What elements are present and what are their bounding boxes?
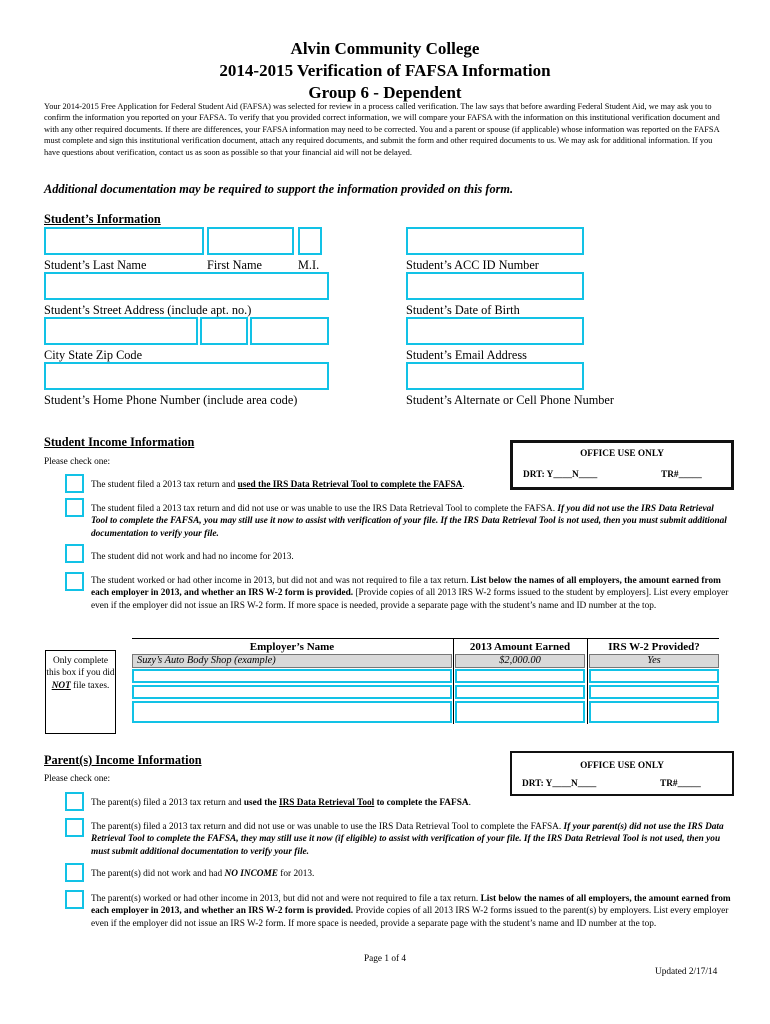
first-name-field[interactable] xyxy=(207,227,294,255)
parent-opt4-checkbox[interactable] xyxy=(65,890,84,909)
please-check-label: Please check one: xyxy=(44,457,111,467)
parent-opt4-text: The parent(s) worked or had other income in 2013, but did not and were not required to file a tax return. List below the names of all employers, the amount earned from each employer in 2013, and whether an IRS W-2 form is provided. Provide copies of all 2013 IRS W-2 forms issued to the parent(s) by employers. List every employer even if the employer did not issue an IRS W-2 form. If more space is needed, provide a separate page with the student’s name and ID number at the top. xyxy=(91,894,731,929)
city-field[interactable] xyxy=(44,317,198,345)
amount-earned-input[interactable] xyxy=(455,709,585,723)
page-number: Page 1 of 4 xyxy=(363,954,407,964)
student-opt2-checkbox[interactable] xyxy=(65,498,84,517)
email-field[interactable] xyxy=(406,317,584,345)
table-col-rule-2 xyxy=(587,638,588,724)
student-opt1-text: The student filed a 2013 tax return and used the IRS Data Retrieval Tool to complete the FAFSA. xyxy=(91,480,465,490)
mi-label: M.I. xyxy=(298,258,320,272)
home-phone-field[interactable] xyxy=(44,362,329,390)
parent-opt1-text: The parent(s) filed a 2013 tax return and used the IRS Data Retrieval Tool to complete the FAFSA. xyxy=(91,798,471,808)
college-name: Alvin Community College xyxy=(290,39,480,58)
updated-date: Updated 2/17/14 xyxy=(655,967,718,977)
student-opt4-text: The student worked or had other income in 2013, but did not and was not required to file a tax return. List below the names of all employers, the amount earned from each employer in 2013, and whether an IRS W-2 form is provided. [Provide copies of all 2013 IRS W-2 forms issued to the student by employers]. List every employer even if the employer did not issue an IRS W-2 form. If more space is needed, provide a separate page with the student’s name and ID number at the top. xyxy=(91,576,729,611)
zip-field[interactable] xyxy=(250,317,329,345)
form-title: 2014-2015 Verification of FAFSA Information xyxy=(219,61,551,80)
email-label: Student’s Email Address xyxy=(406,348,527,362)
w2-provided-input[interactable] xyxy=(589,709,719,723)
not-filed-taxes-note: Only complete this box if you did NOT file taxes. xyxy=(45,650,116,734)
mi-field[interactable] xyxy=(298,227,322,255)
amount-earned-input[interactable] xyxy=(455,685,585,699)
employer-name-header: Employer’s Name xyxy=(249,641,335,653)
w2-provided-input[interactable] xyxy=(589,685,719,699)
amount-earned-header: 2013 Amount Earned xyxy=(469,641,571,653)
amount-earned-input[interactable] xyxy=(455,669,585,683)
state-field[interactable] xyxy=(200,317,248,345)
intro-paragraph: Your 2014-2015 Free Application for Federal Student Aid (FAFSA) was selected for review in a process called verification. The law says that before awarding Federal Student Aid, we may ask you to confirm the information you reported on your FAFSA. To verify that you provided correct information, we will compare your FAFSA with the information on this institutional verification document and with any other required documents. If there are differences, your FAFSA information may need to be corrected. You and a parent or spouse (if applicable) whose information was reported on the FAFSA must complete and sign this institutional verification document, attach any required documents, and submit the form and other required documents to us. We may ask for additional information. If you have questions about verification, contact us as soon as possible so that your financial aid will not be delayed. xyxy=(44,102,720,157)
student-opt4-checkbox[interactable] xyxy=(65,572,84,591)
office-use-title: OFFICE USE ONLY xyxy=(580,449,664,459)
alt-phone-label: Student’s Alternate or Cell Phone Number xyxy=(406,393,614,407)
student-opt2-text: The student filed a 2013 tax return and did not use or was unable to use the IRS Data Retrieval Tool to complete the FAFSA. If you did not use the IRS Data Retrieval Tool to complete the FAFSA, you may still use it now to assist with verification of your file. If the IRS Data Retrieval Tool is not used, then you must submit additional documentation to verify your file. xyxy=(91,504,727,539)
parent-opt1-checkbox[interactable] xyxy=(65,792,84,811)
drt-field: DRT: Y____N____ xyxy=(523,470,598,480)
last-name-field[interactable] xyxy=(44,227,204,255)
student-opt3-text: The student did not work and had no income for 2013. xyxy=(91,552,294,562)
first-name-label: First Name xyxy=(207,258,262,272)
street-address-label: Student’s Street Address (include apt. no.) xyxy=(44,303,252,317)
parent-opt2-text: The parent(s) filed a 2013 tax return and did not use or was unable to use the IRS Data Retrieval Tool to complete the FAFSA. If your parent(s) did not use the IRS Data Retrieval Tool to complete the FAFSA, they may still use it now (if eligible) to assist with verification of your file. If the IRS Data Retrieval Tool is not used, then you must submit additional documentation to verify your file. xyxy=(91,822,724,857)
alt-phone-field[interactable] xyxy=(406,362,584,390)
home-phone-label: Student’s Home Phone Number (include area code) xyxy=(44,393,298,407)
parent-office-use-title: OFFICE USE ONLY xyxy=(580,761,664,771)
parent-office-use-box xyxy=(510,751,734,796)
form-group: Group 6 - Dependent xyxy=(308,83,462,102)
last-name-label: Student’s Last Name xyxy=(44,258,147,272)
w2-provided-header: IRS W-2 Provided? xyxy=(608,641,700,653)
tr-field: TR#_____ xyxy=(661,470,702,480)
parent-drt-field: DRT: Y____N____ xyxy=(522,779,597,789)
parent-opt3-checkbox[interactable] xyxy=(65,863,84,882)
employer-name-input[interactable] xyxy=(132,685,452,699)
employer-name-input[interactable] xyxy=(132,709,452,723)
street-address-field[interactable] xyxy=(44,272,329,300)
table-col-rule-1 xyxy=(453,638,454,724)
example-employer: Suzy’s Auto Body Shop (example) xyxy=(132,654,452,668)
dob-label: Student’s Date of Birth xyxy=(406,303,520,317)
city-state-zip-label: City State Zip Code xyxy=(44,348,143,362)
student-opt3-checkbox[interactable] xyxy=(65,544,84,563)
w2-provided-input[interactable] xyxy=(589,669,719,683)
table-top-rule xyxy=(132,638,719,639)
parent-income-heading: Parent(s) Income Information xyxy=(44,753,202,767)
parent-please-check-label: Please check one: xyxy=(44,774,111,784)
dob-field[interactable] xyxy=(406,272,584,300)
parent-tr-field: TR#_____ xyxy=(660,779,701,789)
example-amount: $2,000.00 xyxy=(455,654,585,668)
parent-opt3-text: The parent(s) did not work and had NO INCOME for 2013. xyxy=(91,869,315,879)
acc-id-field[interactable] xyxy=(406,227,584,255)
student-info-heading: Student’s Information xyxy=(44,212,161,226)
additional-doc-notice: Additional documentation may be required to support the information provided on this form. xyxy=(44,182,514,196)
acc-id-label: Student’s ACC ID Number xyxy=(406,258,539,272)
parent-opt2-checkbox[interactable] xyxy=(65,818,84,837)
student-income-heading: Student Income Information xyxy=(44,435,195,449)
employer-name-input[interactable] xyxy=(132,669,452,683)
example-w2: Yes xyxy=(589,654,719,668)
student-opt1-checkbox[interactable] xyxy=(65,474,84,493)
